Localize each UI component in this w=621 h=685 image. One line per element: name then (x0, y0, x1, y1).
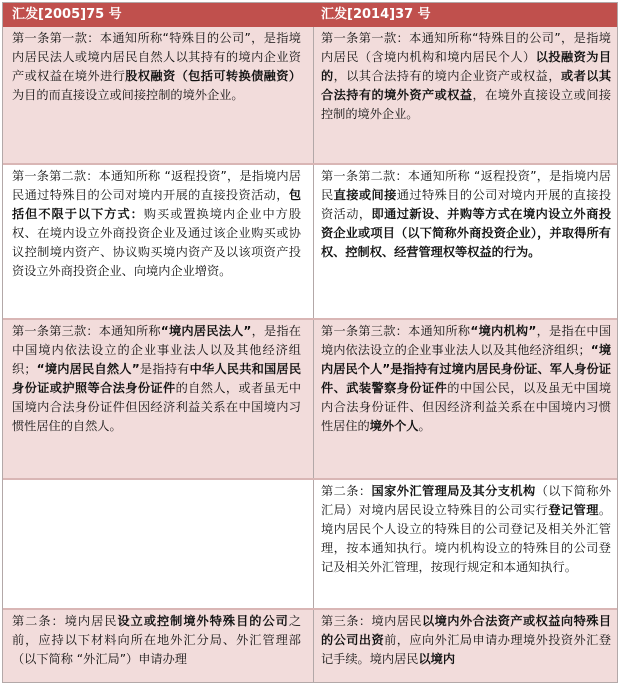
text-segment: 购买或置换境内企业中方股权、在境内设立外商投资企业及通过该企业购买或协议控制境内资产、协议购买境内资产及以该项资产投资设立外商投资企业、向境内企业增资。 (12, 207, 302, 278)
bold-text-segment: 以境内外合法资产或权益向特殊目的公司出资 (321, 614, 612, 647)
text-segment: 第一条第一款：本通知所称“特殊目的公司”，是指境内居民（含境内机构和境内居民个人） (321, 31, 611, 64)
table-row (3, 163, 617, 320)
text-segment: 的自然人，或者虽无中国境内合法身份证件但因经济利益关系在中国境内习惯性居住的自然人。 (12, 381, 302, 433)
row-3-right-cell (321, 322, 611, 436)
text-segment: 的中国公民，以及虽无中国境内合法身份证件、但因经济利益关系在中国境内习惯性居住的 (321, 381, 612, 433)
bold-text-segment: 股权融资（包括可转换债融资） (125, 69, 302, 83)
text-segment: 是指持有 (139, 362, 190, 376)
header-left-title: 汇发[2005]75 号 (12, 7, 122, 22)
bold-text-segment: 中华人民共和国居民身份证或护照等合法身份证件 (12, 362, 302, 395)
bold-text-segment: 境外个人 (369, 419, 419, 433)
header-right-title: 汇发[2014]37 号 (321, 7, 431, 22)
bold-text-segment: 设立或控制境外特殊目的公司 (117, 614, 289, 628)
text-segment: ，在境外直接设立或间接控制的境外企业。 (321, 88, 612, 121)
bold-text-segment: “境内居民法人” (160, 324, 252, 338)
table-header (3, 3, 617, 27)
text-segment: （以下简称外汇局）对境内居民设立特殊目的公司实行 (321, 484, 612, 517)
row-4-right-cell (321, 482, 611, 577)
bold-text-segment: 以境内 (418, 652, 456, 666)
bold-text-segment: 或者以其合法持有的境外资产或权益 (321, 69, 612, 102)
table-row (3, 318, 617, 480)
bold-text-segment: 以投融资为目的 (321, 50, 612, 83)
bold-text-segment: “境内居民个人”是指持有过境内居民身份证、军人身份证件、武装警察身份证件 (321, 343, 612, 395)
bold-text-segment: 直接或间接 (333, 188, 397, 202)
text-segment: 第一条第二款：本通知所称 “返程投资”，是指境内居民 (321, 169, 611, 202)
row-3-left-cell (12, 322, 301, 436)
bold-text-segment: 即通过新设、并购等方式在境内设立外商投资企业或项目（以下简称外商投资企业），并取得所有权、控制权、经营管理权等权益的行为。 (321, 207, 612, 259)
row-2-left-cell (12, 167, 301, 281)
text-segment: ，是指在中国境内依法设立的企业事业法人以及其他经济组织； (321, 324, 612, 357)
table-row (3, 27, 617, 163)
bold-text-segment: 包括但不限于以下方式： (12, 188, 301, 221)
text-segment: 第二条： (321, 484, 372, 498)
text-segment: ，以其合法持有的境内企业资产或权益， (333, 69, 561, 83)
bold-text-segment: “境内机构” (470, 324, 537, 338)
text-segment: 第一条第一款：本通知所称“特殊目的公司”，是指境内居民法人或境内居民自然人以其持有的境内企业资产或权益在境外进行 (12, 31, 301, 83)
text-segment: 之前，应持以下材料向所在地外汇分局、外汇管理部（以下简称 “外汇局”）申请办理 (12, 614, 302, 666)
row-5-right-cell (321, 612, 611, 669)
text-segment: 第三条：境内居民 (321, 614, 423, 628)
comparison-table (2, 2, 618, 683)
bold-text-segment: 国家外汇管理局及其分支机构 (371, 484, 536, 498)
text-segment: 第一条第三款：本通知所称 (321, 324, 471, 338)
row-5-left-cell (12, 612, 301, 669)
text-segment: 通过特殊目的公司对境内开展的直接投资活动， (321, 188, 612, 221)
row-1-left-cell (12, 29, 301, 105)
text-segment: ，是指在中国境内依法设立的企业事业法人以及其他经济组织； (12, 324, 301, 376)
text-segment: 。境内居民个人设立的特殊目的公司登记及相关外汇管理，按本通知执行。境内机构设立的特殊目的公司登记及相关外汇管理，按现行规定和本通知执行。 (321, 503, 612, 574)
text-segment: 为目的而直接设立或间接控制的境外企业。 (12, 88, 244, 102)
table-row (3, 478, 617, 610)
text-segment: 第一条第二款：本通知所称 “返程投资”，是指境内居民通过特殊目的公司对境内开展的直接投资活动， (12, 169, 301, 202)
bold-text-segment: 登记管理 (548, 503, 599, 517)
table-row (3, 608, 617, 683)
text-segment: 第二条：境内居民 (12, 614, 118, 628)
text-segment: 前，应向外汇局申请办理境外投资外汇登记手续。境内居民 (321, 633, 612, 666)
bold-text-segment: “境内居民自然人” (36, 362, 140, 376)
row-1-right-cell (321, 29, 611, 124)
text-segment: 第一条第三款：本通知所称 (12, 324, 161, 338)
row-2-right-cell (321, 167, 611, 262)
text-segment: 。 (418, 419, 431, 433)
